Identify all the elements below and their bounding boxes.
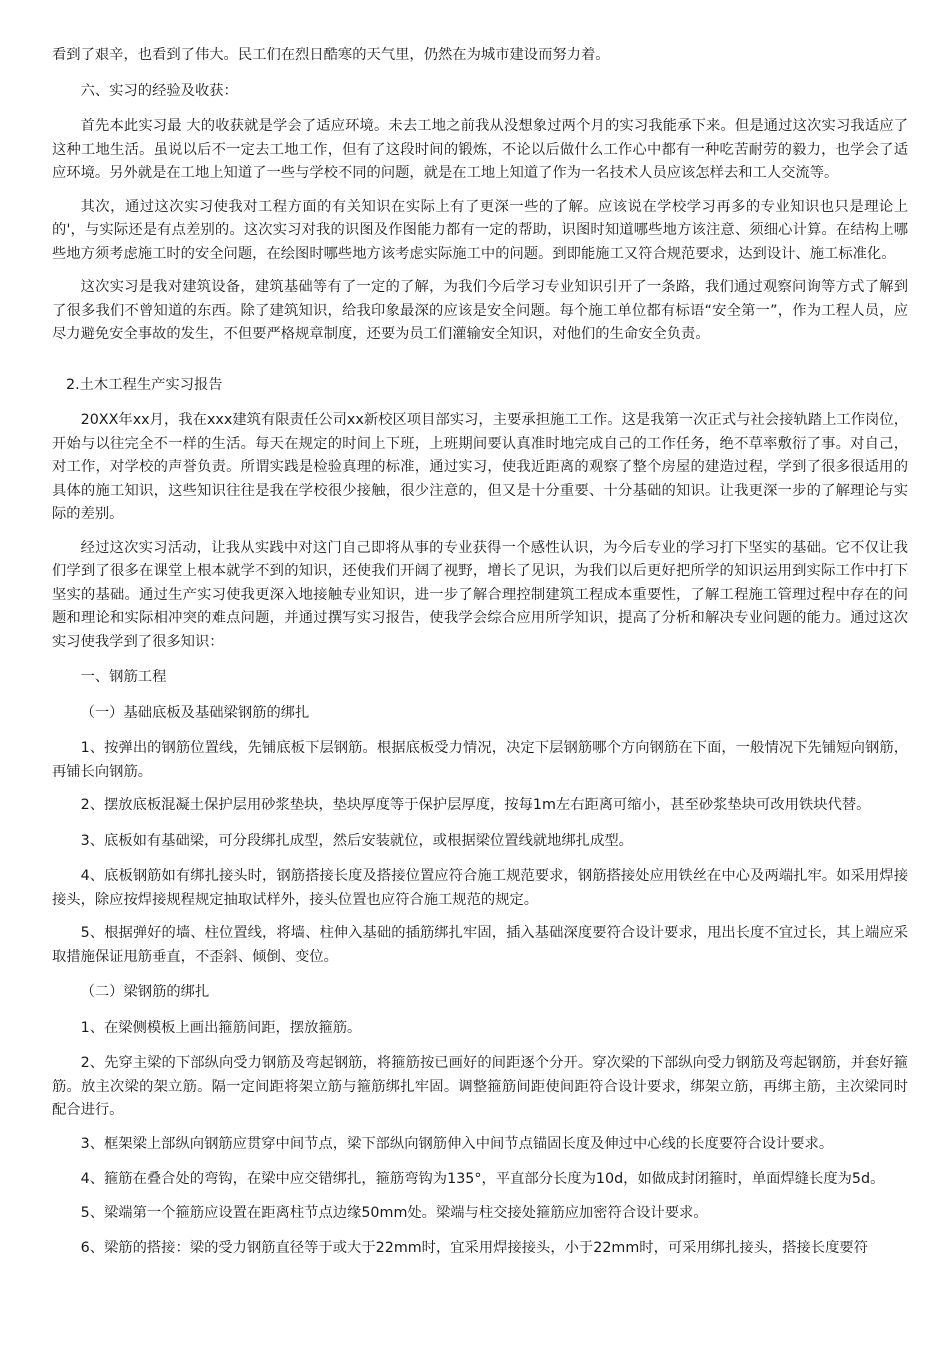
list-item: 4、底板钢筋如有绑扎接头时，钢筋搭接长度及搭接位置应符合施工规范要求，钢筋搭接处应用铁丝在中心及两端扎牢。如采用焊接接头，除应按焊接规程规定抽取试样外，接头位置也应符合施工规范的规定。 <box>52 868 908 908</box>
section-heading: 一、钢筋工程 <box>80 669 167 685</box>
subsection-heading: （二）梁钢筋的绑扎 <box>80 984 210 1000</box>
list-item: 6、梁筋的搭接：梁的受力钢筋直径等于或大于22mm时，宜采用焊接接头，小于22mm时，可采用绑扎接头，搭接长度要符 <box>80 1240 869 1256</box>
list-item: 5、根据弹好的墙、柱位置线，将墙、柱伸入基础的插筋绑扎牢固，插入基础深度要符合设计要求，甩出长度不宜过长，其上端应采取措施保证甩筋垂直，不歪斜、倾倒、变位。 <box>52 925 908 965</box>
subsection-heading: （一）基础底板及基础梁钢筋的绑扎 <box>80 704 310 721</box>
list-item: 3、框架梁上部纵向钢筋应贯穿中间节点，梁下部纵向钢筋伸入中间节点锚固长度及伸过中心线的长度要符合设计要求。 <box>80 1135 834 1152</box>
paragraph: 经过这次实习活动，让我从实践中对这门自己即将从事的专业获得一个感性认识，为今后专业的学习打下坚实的基础。它不仅让我们学到了很多在课堂上根本就学不到的知识，还使我们开阔了视野，增长了见识，为我们以后更好把所学的知识运用到实际工作中打下坚实的基础。通过生产实习使我更深入地接触专业知识，进一步了解合理控制建筑工程成本重要性，了解工程施工管理过程中存在的问题和理论和实际相冲突的难点问题，并通过撰写实习报告，使我学会综合应用所学知识，提高了分析和解决专业问题的能力。通过这次实习使我学到了很多知识： <box>52 539 908 650</box>
list-item: 1、在梁侧模板上画出箍筋间距，摆放箍筋。 <box>80 1019 362 1036</box>
paragraph: 看到了艰辛，也看到了伟大。民工们在烈日酷寒的天气里，仍然在为城市建设而努力着。 <box>52 47 610 63</box>
list-item: 2、先穿主梁的下部纵向受力钢筋及弯起钢筋，将箍筋按已画好的间距逐个分开。穿次梁的下部纵向受力钢筋及弯起钢筋，并套好箍筋。放主次梁的架立筋。隔一定间距将架立筋与箍筋绑扎牢固。调整箍筋间距使间距符合设计要求，绑架立筋，再绑主筋，主次梁同时配合进行。 <box>52 1055 908 1118</box>
section-heading: 六、实习的经验及收获： <box>80 82 238 99</box>
report-title: 2.土木工程生产实习报告 <box>66 376 223 393</box>
list-item: 2、摆放底板混凝土保护层用砂浆垫块，垫块厚度等于保护层厚度，按每1m左右距离可缩小，甚至砂浆垫块可改用铁块代替。 <box>80 797 871 813</box>
list-item: 5、梁端第一个箍筋应设置在距离柱节点边缘50mm处。梁端与柱交接处箍筋应加密符合设计要求。 <box>80 1204 708 1221</box>
paragraph: 其次，通过这次实习使我对工程方面的有关知识在实际上有了更深一些的了解。应该说在学校学习再多的专业知识也只是理论上的'，与实际还是有点差别的。这次实习对我的识图及作图能力都有一定的帮助，识图时知道哪些地方该注意、须细心计算。在结构上哪些地方须考虑施工时的安全问题，在绘图时哪些地方该考虑实际施工中的问题。到即能施工又符合规范要求，达到设计、施工标准化。 <box>52 198 908 262</box>
document-body <box>52 44 908 1261</box>
list-item: 1、按弹出的钢筋位置线，先铺底板下层钢筋。根据底板受力情况，决定下层钢筋哪个方向钢筋在下面，一般情况下先铺短向钢筋，再铺长向钢筋。 <box>52 740 908 780</box>
paragraph: 这次实习是我对建筑设备，建筑基础等有了一定的了解，为我们今后学习专业知识引开了一条路，我们通过观察问询等方式了解到了很多我们不曾知道的东西。除了建筑知识，给我印象最深的应该是安全问题。每个施工单位都有标语“安全第一”，作为工程人员，应尽力避免安全事故的发生，不但要严格规章制度，还要为员工们灌输安全知识，对他们的生命安全负责。 <box>52 279 908 342</box>
paragraph: 20XX年xx月，我在xxx建筑有限责任公司xx新校区项目部实习，主要承担施工工作。这是我第一次正式与社会接轨踏上工作岗位，开始与以往完全不一样的生活。每天在规定的时间上下班，上班期间要认真准时地完成自己的工作任务，绝不草率敷衍了事。对自己，对工作，对学校的声誉负责。所谓实践是检验真理的标准，通过实习，使我近距离的观察了整个房屋的建造过程，学到了很多很适用的具体的施工知识，这些知识往往是我在学校很少接触，很少注意的，但又是十分重要、十分基础的知识。让我更深一步的了解理论与实际的差别。 <box>52 412 908 522</box>
paragraph: 首先本此实习最 大的收获就是学会了适应环境。未去工地之前我从没想象过两个月的实习我能承下来。但是通过这次实习我适应了这种工地生活。虽说以后不一定去工地工作，但有了这段时间的锻炼，不论以后做什么工作心中都有一种吃苦耐劳的毅力，也学会了适应环境。另外就是在工地上知道了一些与学校不同的问题，就是在工地上知道了作为一名技术人员应该怎样去和工人交流等。 <box>52 118 908 181</box>
list-item: 3、底板如有基础梁，可分段绑扎成型，然后安装就位，或根据梁位置线就地绑扎成型。 <box>80 832 633 849</box>
list-item: 4、箍筋在叠合处的弯钩，在梁中应交错绑扎，箍筋弯钩为135°，平直部分长度为10d，如做成封闭箍时，单面焊缝长度为5d。 <box>80 1171 885 1187</box>
